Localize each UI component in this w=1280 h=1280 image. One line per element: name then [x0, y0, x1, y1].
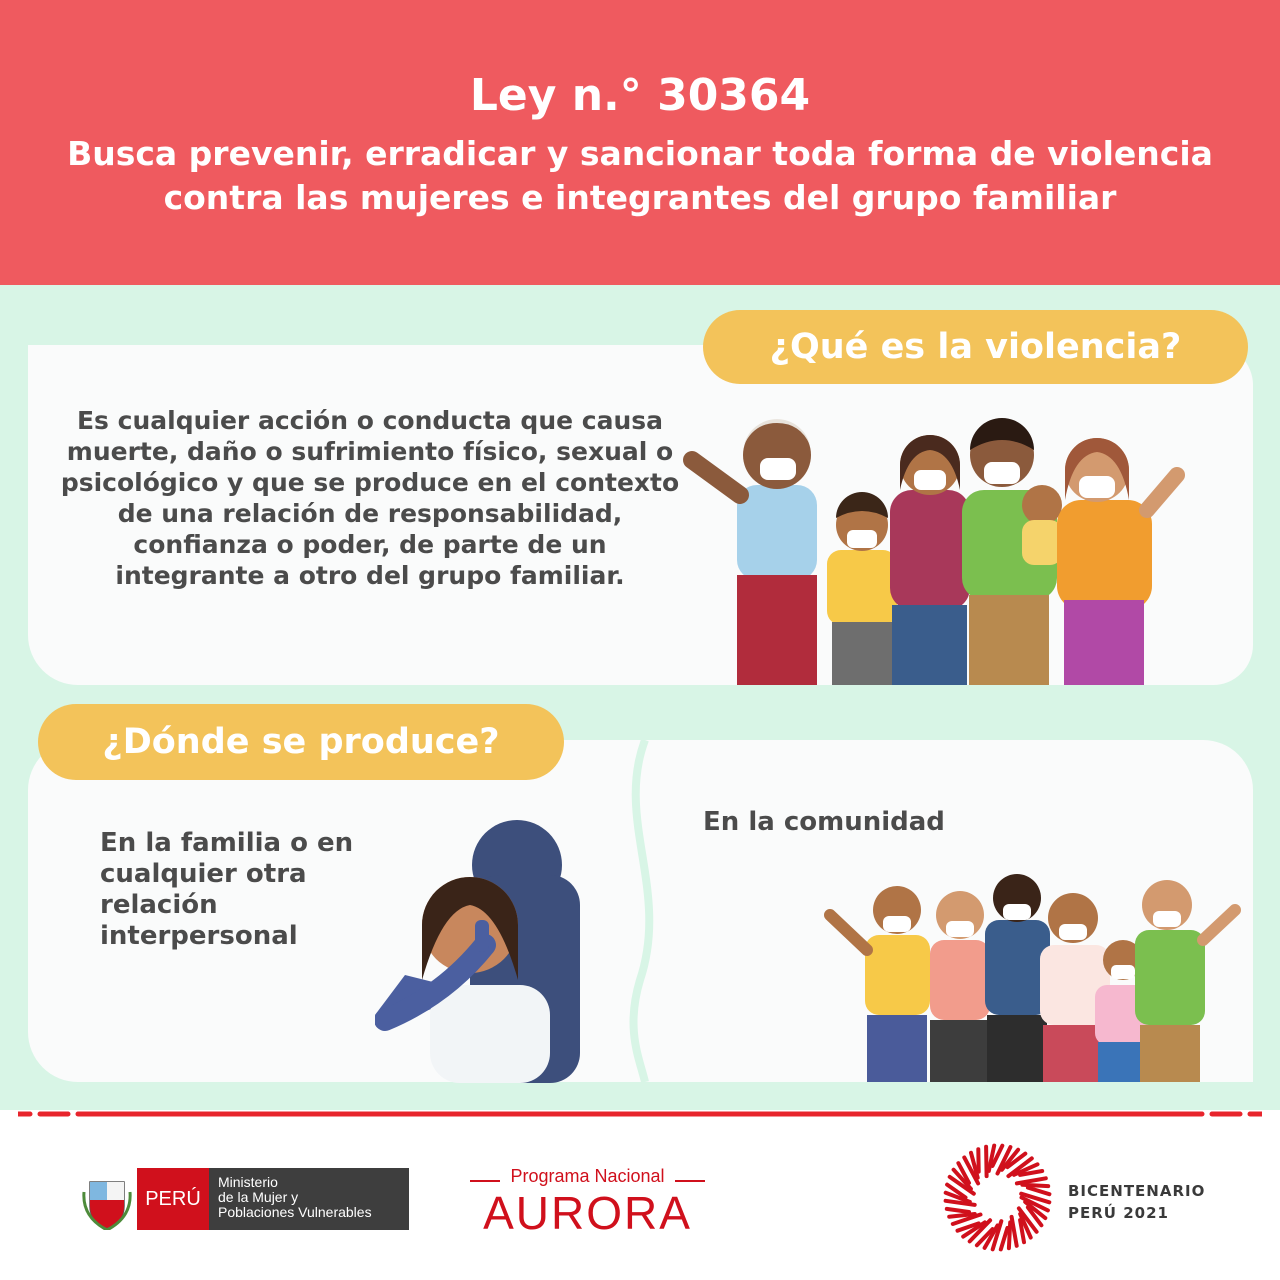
ministry-label: [209, 1168, 409, 1230]
bicentenario-text: [1068, 1180, 1205, 1224]
place-community-text: En la comunidad: [703, 807, 945, 837]
violence-definition: Es cualquier acción o conducta que causa muerte, daño o sufrimiento físico, sexual o psicológico y que se produce en el contexto de una relación de responsabilidad, confianza o poder, de parte de un integrante a otro del grupo familiar.: [60, 406, 680, 590]
law-title: Ley n.° 30364: [469, 70, 811, 121]
bicentenario-ray: [947, 1209, 969, 1212]
ministry-line-1: Ministerio: [218, 1174, 278, 1190]
ministry-line-3: Poblaciones Vulnerables: [218, 1204, 372, 1220]
bicentenario-ray: [1009, 1222, 1010, 1248]
where-heading: ¿Dónde se produce?: [38, 704, 564, 780]
bicentenario-ray: [1022, 1185, 1048, 1186]
place-family-text: En la familia o en cualquier otra relación interpersonal: [100, 828, 354, 951]
community-illustration: [815, 870, 1255, 1082]
bicentenario-line2: PERÚ 2021: [1068, 1204, 1169, 1222]
law-subtitle: Busca prevenir, erradicar y sancionar toda forma de violencia contra las mujeres e integrantes del grupo familiar: [67, 134, 1213, 217]
bicentenario-ray: [1017, 1178, 1046, 1183]
divider-wave: [615, 740, 675, 1082]
peru-label: PERÚ: [137, 1168, 209, 1230]
bicentenario-ray: [1001, 1228, 1008, 1250]
bicentenario-ray: [949, 1214, 975, 1217]
footer-divider: [18, 1109, 1262, 1119]
aurora-logo-text: AURORA: [483, 1187, 692, 1239]
bicentenario-line1: BICENTENARIO: [1068, 1182, 1206, 1200]
peru-coat-of-arms-icon: [82, 1172, 132, 1230]
bicentenario-ray: [986, 1147, 987, 1176]
family-illustration: [672, 400, 1197, 685]
ministry-line-2: de la Mujer y: [218, 1189, 299, 1205]
program-label: Programa Nacional: [510, 1166, 665, 1186]
bicentenario-ray: [1028, 1188, 1050, 1195]
header-banner: [0, 0, 1280, 285]
bicentenario-logo-icon: [940, 1140, 1055, 1255]
what-is-violence-heading: ¿Qué es la violencia?: [703, 310, 1248, 384]
bicentenario-ray: [1012, 1217, 1017, 1246]
silenced-woman-illustration: [375, 815, 590, 1083]
